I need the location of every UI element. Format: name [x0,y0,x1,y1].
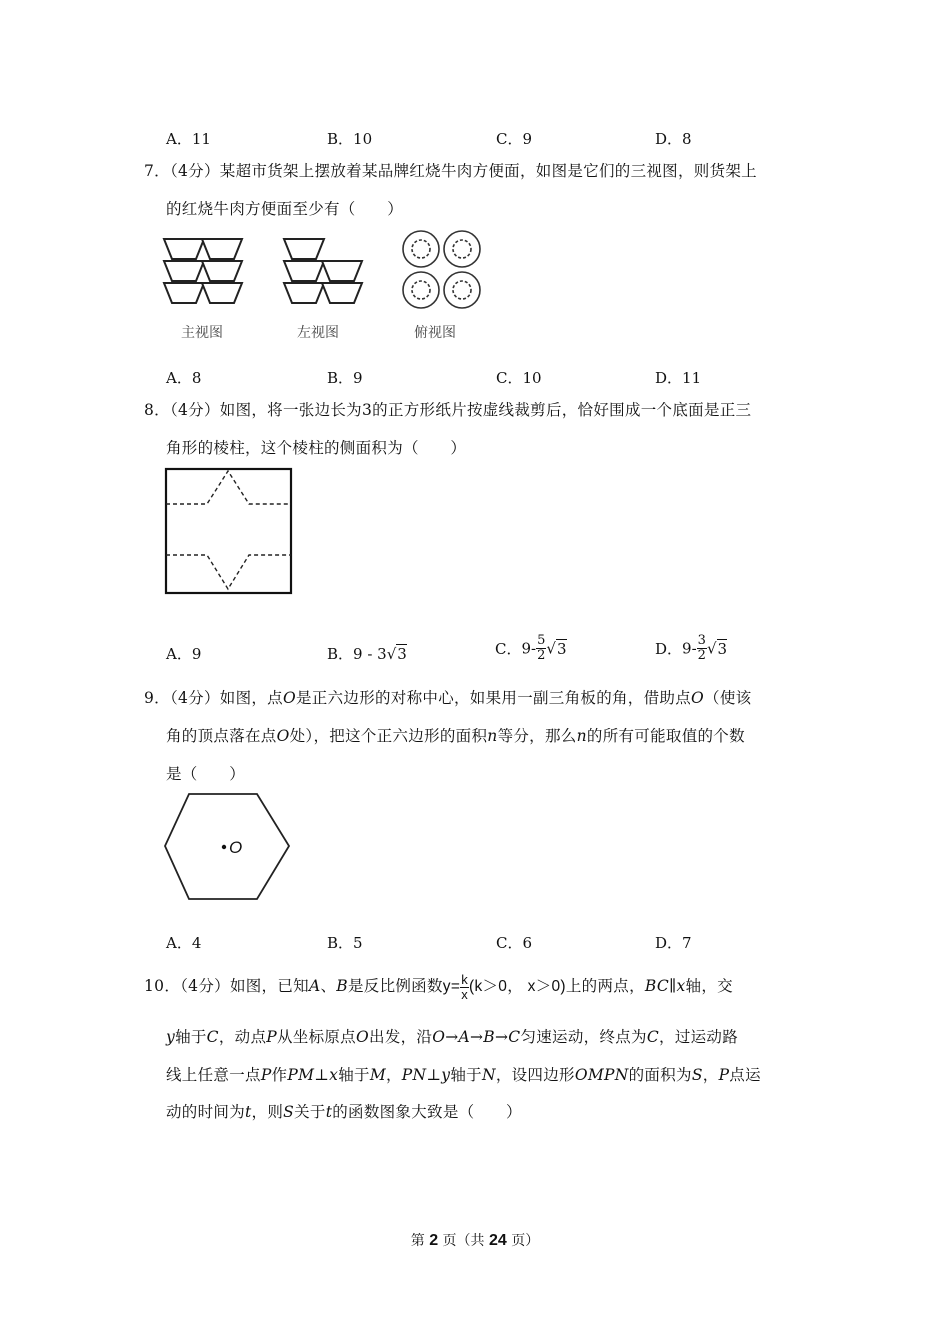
q7-option-c: C．10 [496,369,542,387]
bowl-trapezoid [284,239,324,259]
center-point [222,845,226,849]
q7-caption-left: 左视图 [297,325,339,341]
cut-line-top [166,471,291,504]
q8-option-d: D．9- $\frac{3}{2}$ √3 [655,633,728,663]
q9-option-c: C．6 [496,934,533,952]
bowl-trapezoid [164,283,204,303]
q9-line3: 是（ ） [166,765,246,783]
q7-line1: 7．（4分）某超市货架上摆放着某品牌红烧牛肉方便面，如图是它们的三视图，则货架上 [144,162,757,180]
bowl-top-inner [412,240,430,258]
bowl-top-outer [444,272,480,308]
q8-line1: 8．（4分）如图，将一张边长为3的正方形纸片按虚线裁剪后，恰好围成一个底面是正三 [144,401,752,419]
q6-option-a: A．11 [166,130,211,148]
q9-option-b: B．5 [327,934,363,952]
regular-hexagon [165,794,289,899]
q7-option-b: B．9 [327,369,363,387]
bowl-trapezoid [322,261,362,281]
bowl-top-inner [453,240,471,258]
q8-option-a: A．9 [166,645,202,663]
q8-line2: 角形的棱柱，这个棱柱的侧面积为（ ） [166,439,467,457]
bowl-trapezoid [322,283,362,303]
q6-option-c: C．9 [496,130,533,148]
q9-line2: 角的顶点落在点O处），把这个正六边形的面积n等分，那么n的所有可能取值的个数 [166,727,745,745]
q9-line1: 9．（4分）如图，点O是正六边形的对称中心，如果用一副三角板的角，借助点O（使该 [144,689,752,707]
hexagon-center-label: O [229,838,243,857]
q7-option-d: D．11 [655,369,702,387]
total-pages: 24 [489,1232,507,1249]
q10-line3: 线上任意一点P作PM⊥x轴于M，PN⊥y轴于N，设四边形OMPN的面积为S，P点运 [166,1066,761,1084]
q9-option-d: D．7 [655,934,692,952]
square-outline [166,469,291,593]
bowl-trapezoid [284,283,324,303]
q7-front-view [160,235,246,307]
bowl-trapezoid [284,261,324,281]
q7-option-a: A．8 [166,369,202,387]
q6-option-b: B．10 [327,130,373,148]
q7-caption-top: 俯视图 [414,325,456,341]
bowl-trapezoid [202,261,242,281]
q7-caption-front: 主视图 [181,325,223,341]
page-number: 2 [429,1232,439,1249]
q8-option-c: C．9- $\frac{5}{2}$ √3 [495,633,567,663]
bowl-top-inner [412,281,430,299]
bowl-top-outer [403,231,439,267]
q8-square-figure [160,465,300,600]
bowl-top-outer [444,231,480,267]
page-footer: 第 2 页（共 24 页） [410,1232,540,1249]
bowl-top-outer [403,272,439,308]
bowl-trapezoid [202,239,242,259]
bowl-trapezoid [164,239,204,259]
q10-line4: 动的时间为t，则S关于t的函数图象大致是（ ） [166,1103,522,1121]
q8-option-b: B．9 - 3√3 [327,645,407,663]
q10-line2: y轴于C，动点P从坐标原点O出发，沿O→A→B→C匀速运动，终点为C，过运动路 [166,1028,739,1046]
q10-line1: 10．（4分）如图，已知A、B是反比例函数y= $\frac{k}{x}$ (k＞0， x＞0)上的两点，BC∥x轴，交 [144,971,733,1002]
bowl-trapezoid [164,261,204,281]
q7-top-view [400,228,484,312]
cut-line-bottom [166,555,291,589]
q6-option-d: D．8 [655,130,692,148]
bowl-top-inner [453,281,471,299]
bowl-trapezoid [202,283,242,303]
q7-left-view [280,235,366,307]
q7-line2: 的红烧牛肉方便面至少有（ ） [166,200,404,218]
q9-option-a: A．4 [166,934,202,952]
